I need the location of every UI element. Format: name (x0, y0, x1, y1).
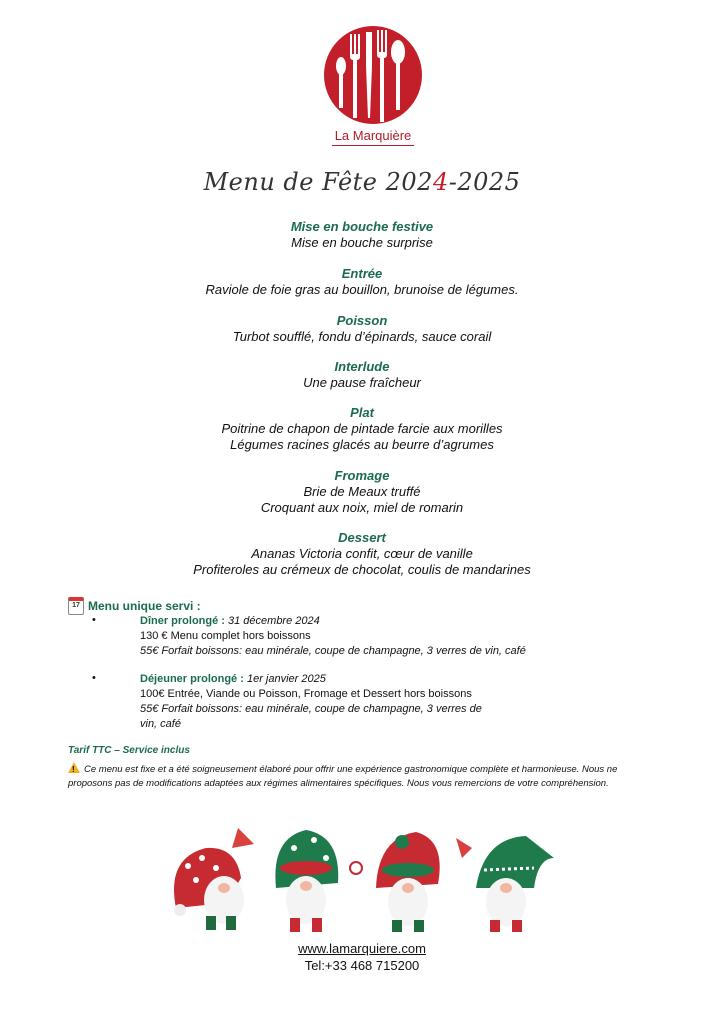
website-link[interactable]: www.lamarquiere.com (298, 941, 426, 956)
course-fromage (0, 468, 724, 516)
dejeuner-drinks-cont: vin, café (140, 718, 181, 730)
course-line: Une pause fraîcheur (303, 375, 421, 390)
course-heading: Dessert (338, 530, 386, 545)
notice-text (68, 762, 628, 791)
course-line: Poitrine de chapon de pintade farcie aux morilles (221, 421, 503, 436)
course-heading: Entrée (341, 266, 383, 281)
title-highlight: 4 (432, 168, 449, 196)
course-line: Mise en bouche surprise (291, 235, 433, 250)
course-heading: Fromage (334, 468, 390, 483)
diner-date: 31 décembre 2024 (224, 615, 320, 627)
calendar-icon: 17 (68, 597, 84, 615)
page-title (0, 168, 724, 196)
dejeuner-date: 1er janvier 2025 (243, 673, 326, 685)
brand-name: La Marquière (334, 128, 412, 143)
course-line: Légumes racines glacés au beurre d’agrumes (230, 437, 494, 452)
course-heading: Mise en bouche festive (290, 219, 434, 234)
phone-number: Tel:+33 468 715200 (304, 958, 420, 973)
gnomes-illustration (166, 818, 558, 943)
diner-label: Dîner prolongé : (140, 615, 225, 627)
course-interlude (0, 359, 724, 391)
course-heading: Plat (350, 405, 374, 420)
logo (322, 26, 424, 146)
notice-body: Ce menu est fixe et a été soigneusement élaboré pour offrir une expérience gastronomique complète et harmonieuse. Nous ne proposons pas de modifications adaptées aux régimes alimentaires spécifiques. Nous vous remercions de votre compréhension. (68, 764, 618, 789)
course-line: Croquant aux noix, miel de romarin (260, 500, 464, 515)
course-plat (0, 405, 724, 453)
dejeuner-label: Déjeuner prolongé : (140, 673, 244, 685)
course-line: Profiteroles au crémeux de chocolat, coulis de mandarines (193, 562, 531, 577)
footer (0, 940, 724, 974)
course-line: Raviole de foie gras au bouillon, brunoise de légumes. (205, 282, 519, 297)
brand-underline (332, 145, 414, 146)
diner-price: 130 € Menu complet hors boissons (140, 630, 311, 642)
title-suffix: -2025 (448, 168, 521, 196)
course-line: Ananas Victoria confit, cœur de vanille (251, 546, 473, 561)
tarif-label: Tarif TTC – Service inclus (68, 745, 190, 756)
fork-knife-logo-icon (324, 26, 422, 124)
course-poisson (0, 313, 724, 345)
warning-icon: ! (68, 762, 80, 773)
course-line: Brie de Meaux truffé (303, 484, 421, 499)
course-line: Turbot soufflé, fondu d’épinards, sauce corail (232, 329, 492, 344)
dejeuner-price: 100€ Entrée, Viande ou Poisson, Fromage et Dessert hors boissons (140, 688, 472, 700)
bullet-dejeuner: • (92, 672, 96, 684)
info-title-text: Menu unique servi : (88, 598, 201, 613)
course-heading: Interlude (334, 359, 390, 374)
diner-drinks: 55€ Forfait boissons: eau minérale, coupe de champagne, 3 verres de vin, café (140, 645, 526, 657)
course-mise-en-bouche (0, 219, 724, 251)
course-dessert (0, 530, 724, 578)
bullet-diner: • (92, 614, 96, 626)
title-prefix: Menu de Fête 202 (203, 168, 433, 196)
dejeuner-block (140, 672, 570, 732)
course-heading: Poisson (336, 313, 388, 328)
diner-block (140, 614, 570, 659)
info-title (68, 597, 201, 615)
course-entree (0, 266, 724, 298)
dejeuner-drinks: 55€ Forfait boissons: eau minérale, coupe de champagne, 3 verres de (140, 703, 482, 715)
